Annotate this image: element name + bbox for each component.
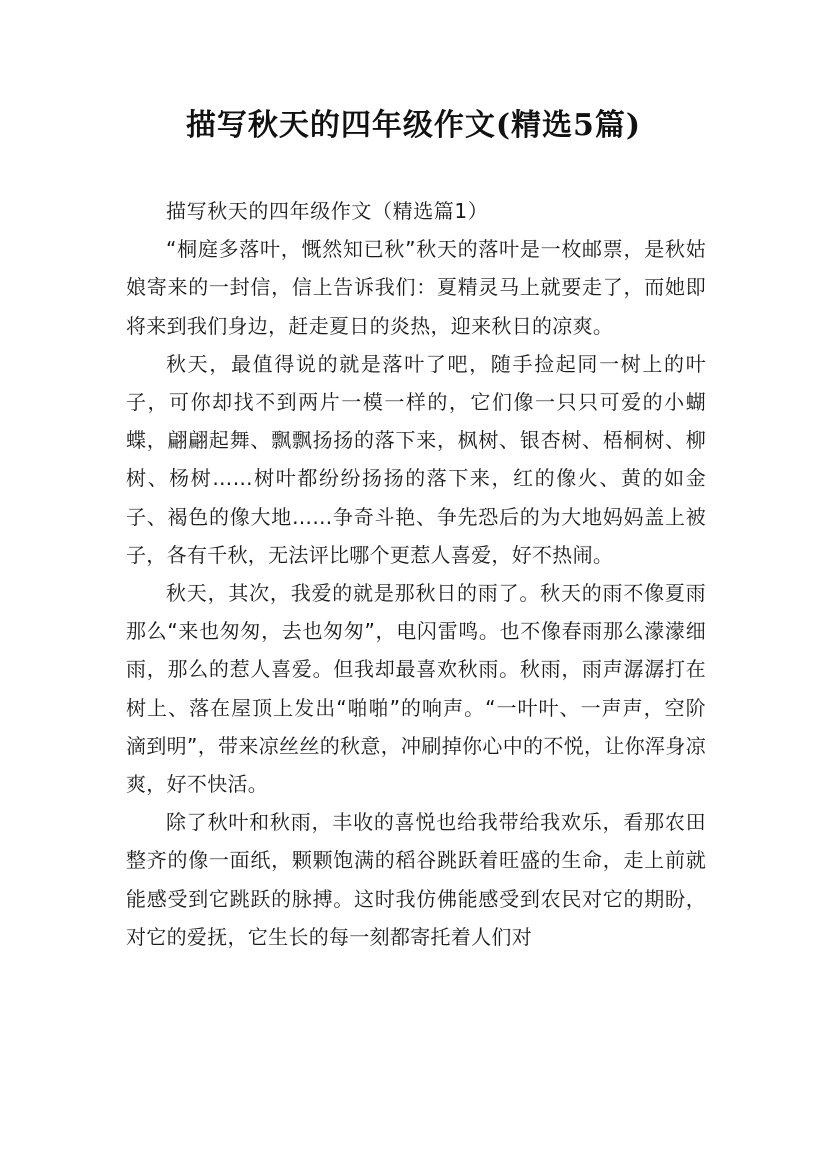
document-body — [126, 192, 706, 956]
paragraph: “桐庭多落叶，慨然知已秋”秋天的落叶是一枚邮票，是秋姑娘寄来的一封信，信上告诉我们：夏精灵马上就要走了，而她即将来到我们身边，赶走夏日的炎热，迎来秋日的凉爽。 — [126, 237, 706, 338]
paragraph: 除了秋叶和秋雨，丰收的喜悦也给我带给我欢乐，看那农田整齐的像一面纸，颗颗饱满的稻谷跳跃着旺盛的生命，走上前就能感受到它跳跃的脉搏。这时我仿佛能感受到农民对它的期盼，对它的爱抚，它生长的每一刻都寄托着人们对 — [126, 810, 706, 949]
section-heading: 描写秋天的四年级作文（精选篇1） — [166, 199, 489, 223]
paragraph: 秋天，其次，我爱的就是那秋日的雨了。秋天的雨不像夏雨那么“来也匆匆，去也匆匆”，电闪雷鸣。也不像春雨那么濛濛细雨，那么的惹人喜爱。但我却最喜欢秋雨。秋雨，雨声潺潺打在树上、落在屋顶上发出“啪啪”的响声。“一叶叶、一声声，空阶滴到明”，带来凉丝丝的秋意，冲刷掉你心中的不悦，让你浑身凉爽，好不快活。 — [126, 581, 706, 797]
document-title: 描写秋天的四年级作文(精选5篇) — [185, 108, 642, 143]
paragraph: 秋天，最值得说的就是落叶了吧，随手捡起同一树上的叶子，可你却找不到两片一模一样的，它们像一只只可爱的小蝴蝶，翩翩起舞、飘飘扬扬的落下来，枫树、银杏树、梧桐树、柳树、杨树……树叶都纷纷扬扬的落下来，红的像火、黄的如金子、褐色的像大地……争奇斗艳、争先恐后的为大地妈妈盖上被子，各有千秋，无法评比哪个更惹人喜爱，好不热闹。 — [126, 351, 706, 567]
